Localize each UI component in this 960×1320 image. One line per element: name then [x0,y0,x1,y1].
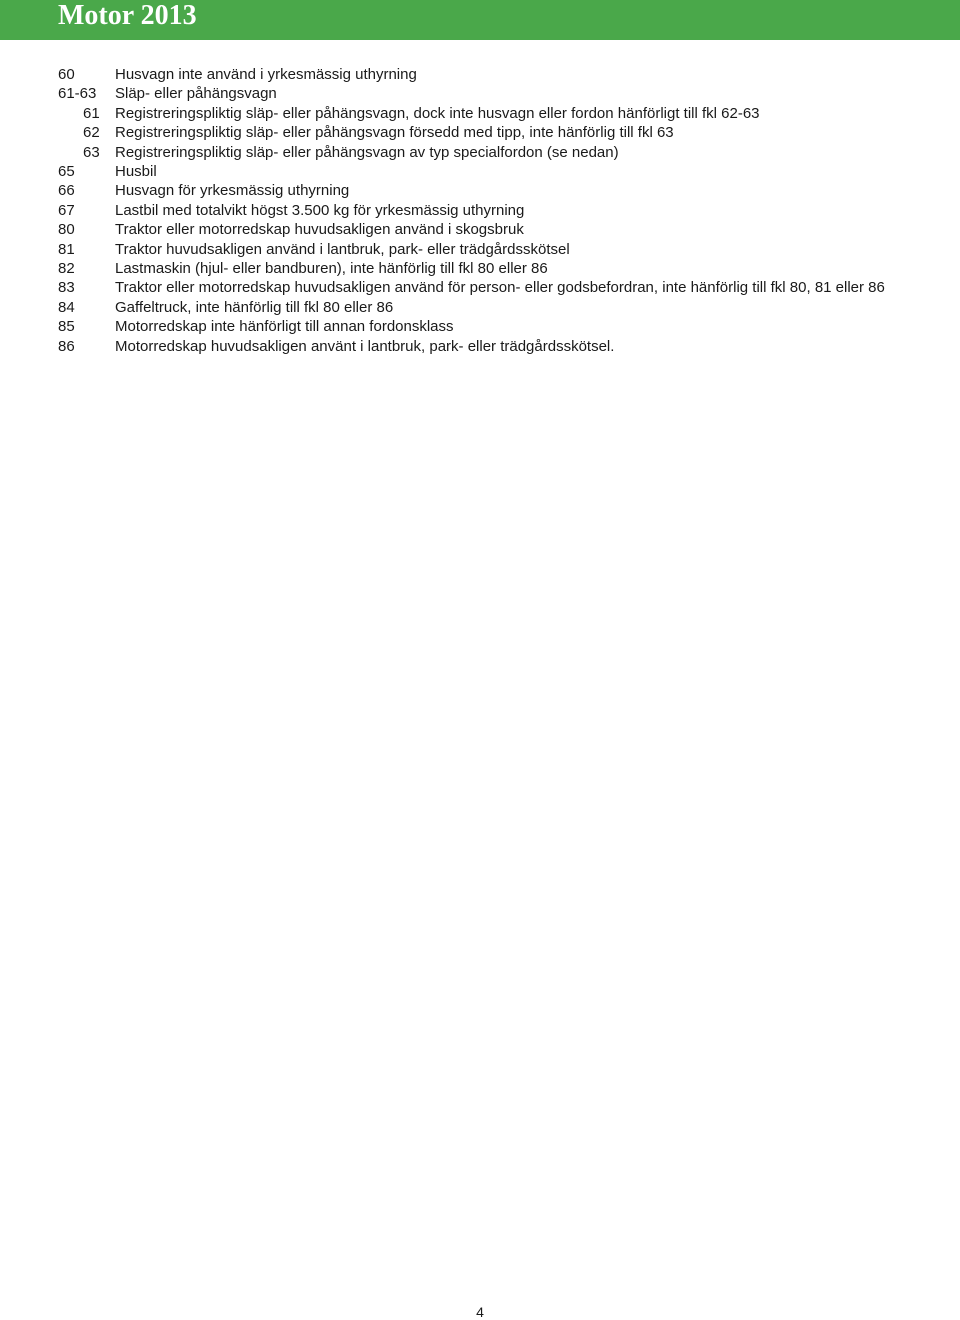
list-item [58,298,908,317]
class-code: 67 [58,201,75,219]
class-description: Husbil [115,163,157,181]
class-code: 61 [83,104,100,122]
class-code: 81 [58,240,75,258]
list-item [58,84,908,103]
class-description: Motorredskap inte hänförligt till annan fordonsklass [115,318,454,336]
class-code: 61-63 [58,85,97,103]
page-number: 4 [476,1304,484,1320]
class-description: Husvagn för yrkesmässig uthyrning [115,182,350,200]
class-description: Traktor huvudsakligen använd i lantbruk, park- eller trädgårdsskötsel [115,240,570,258]
class-description: Lastbil med totalvikt högst 3.500 kg för yrkesmässig uthyrning [115,201,525,219]
class-description: Husvagn inte använd i yrkesmässig uthyrning [115,66,417,83]
class-code: 80 [58,221,75,239]
class-description: Traktor eller motorredskap huvudsakligen använd för person- eller godsbefordran, inte hänförlig till fkl 80, 81 eller 86 [115,279,885,297]
list-item [58,317,908,336]
list-item [58,162,908,181]
class-code: 65 [58,163,75,181]
class-code: 62 [83,124,100,142]
class-description: Registreringspliktig släp- eller påhängsvagn försedd med tipp, inte hänförlig till fkl 63 [115,124,674,142]
list-item [58,181,908,200]
list-item [58,278,908,297]
list-item [58,259,908,278]
class-code: 82 [58,260,75,278]
class-code: 84 [58,298,75,316]
class-description: Gaffeltruck, inte hänförlig till fkl 80 eller 86 [115,298,394,316]
class-description: Lastmaskin (hjul- eller bandburen), inte hänförlig till fkl 80 eller 86 [115,260,548,278]
class-code: 85 [58,318,75,336]
list-item [58,104,908,123]
class-code: 66 [58,182,75,200]
class-code: 60 [58,66,75,83]
class-description: Registreringspliktig släp- eller påhängsvagn, dock inte husvagn eller fordon hänförligt till fkl 62-63 [115,104,760,122]
page-title: Motor 2013 [58,0,197,31]
list-item [58,65,908,84]
list-item [58,337,908,356]
list-item [58,240,908,259]
class-description: Släp- eller påhängsvagn [115,85,277,103]
list-item [58,143,908,162]
list-item [58,201,908,220]
class-code: 86 [58,337,75,355]
list-item [58,220,908,239]
class-code: 83 [58,279,75,297]
class-description: Traktor eller motorredskap huvudsakligen använd i skogsbruk [115,221,524,239]
list-item [58,123,908,142]
class-description: Registreringspliktig släp- eller påhängsvagn av typ specialfordon (se nedan) [115,143,619,161]
vehicle-class-list [58,65,908,356]
class-description: Motorredskap huvudsakligen använt i lantbruk, park- eller trädgårdsskötsel. [115,337,615,355]
class-code: 63 [83,143,100,161]
